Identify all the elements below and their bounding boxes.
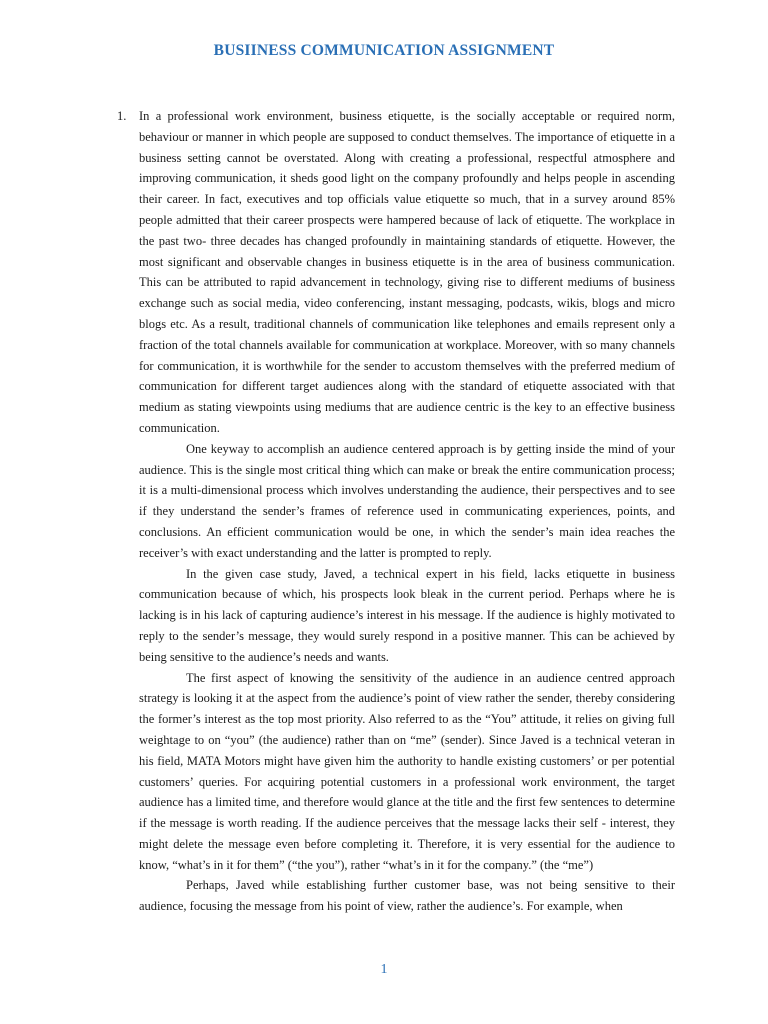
paragraph-1: In a professional work environment, business etiquette, is the socially acceptable or required norm, behaviour or manner in which people are supposed to conduct themselves. The importance of etiquette in a business setting cannot be overstated. Along with creating a professional, respectful atmosphere and improving communication, it sheds good light on the company profoundly and helps people in ascending their career. In fact, executives and top officials value etiquette so much, that in a survey around 85% people admitted that their career prospects were hampered because of lack of etiquette. The workplace in the past two- three decades has changed profoundly in maintaining standards of etiquette. However, the most significant and observable changes in business etiquette is in the area of business communication. This can be attributed to rapid advancement in technology, giving rise to different mediums of business exchange such as social media, video conferencing, instant messaging, podcasts, wikis, blogs and micro blogs etc. As a result, traditional channels of communication like telephones and emails represent only a fraction of the total channels available for communication at workplace. Moreover, with so many channels for communication, it is worthwhile for the sender to accustom themselves with the preferred medium of communication for different target audiences along with the standard of etiquette associated with that medium as stating viewpoints using mediums that are audience centric is the key to an effective business communication. xyxy=(139,109,675,435)
paragraph-5: Perhaps, Javed while establishing further customer base, was not being sensitive to their audience, focusing the message from his point of view, rather the audience’s. For example, when xyxy=(139,878,675,914)
page-number: 1 xyxy=(380,962,388,977)
document-body xyxy=(139,106,675,917)
paragraph-3: In the given case study, Javed, a technical expert in his field, lacks etiquette in business communication because of which, his prospects look bleak in the current period. Perhaps where he is lacking is in his lack of capturing audience’s interest in his message. If the audience is highly motivated to reply to the sender’s message, they would surely respond in a positive manner. This can be achieved by being sensitive to the audience’s needs and wants. xyxy=(139,566,675,664)
document-title: BUSIINESS COMMUNICATION ASSIGNMENT xyxy=(213,42,555,59)
list-item-number: 1. xyxy=(117,109,127,123)
paragraph-2: One keyway to accomplish an audience centered approach is by getting inside the mind of your audience. This is the single most critical thing which can make or break the entire communication process; it is a multi-dimensional process which involves understanding the audience, their perspectives and to see if they understand the sender’s frames of reference used in communicating experiences, points, and conclusions. An efficient communication would be one, in which the sender’s main idea reaches the receiver’s with exact understanding and the latter is prompted to reply. xyxy=(139,441,675,560)
paragraph-4: The first aspect of knowing the sensitivity of the audience in an audience centred approach strategy is looking it at the aspect from the audience’s point of view rather the sender, thereby considering the former’s interest as the top most priority. Also referred to as the “You” attitude, it relies on giving full weightage to on “you” (the audience) rather than on “me” (sender). Since Javed is a technical veteran in his field, MATA Motors might have given him the authority to handle existing customers’ or per potential customers’ queries. For acquiring potential customers in a professional work environment, the target audience has a limited time, and therefore would glance at the title and the first few sentences to determine if the message is worth reading. If the audience perceives that the message lacks their self - interest, they might delete the message even before completing it. Therefore, it is very essential for the audience to know, “what’s in it for them” (“the you”), rather “what’s in it for the company.” (the “me”) xyxy=(139,670,675,872)
